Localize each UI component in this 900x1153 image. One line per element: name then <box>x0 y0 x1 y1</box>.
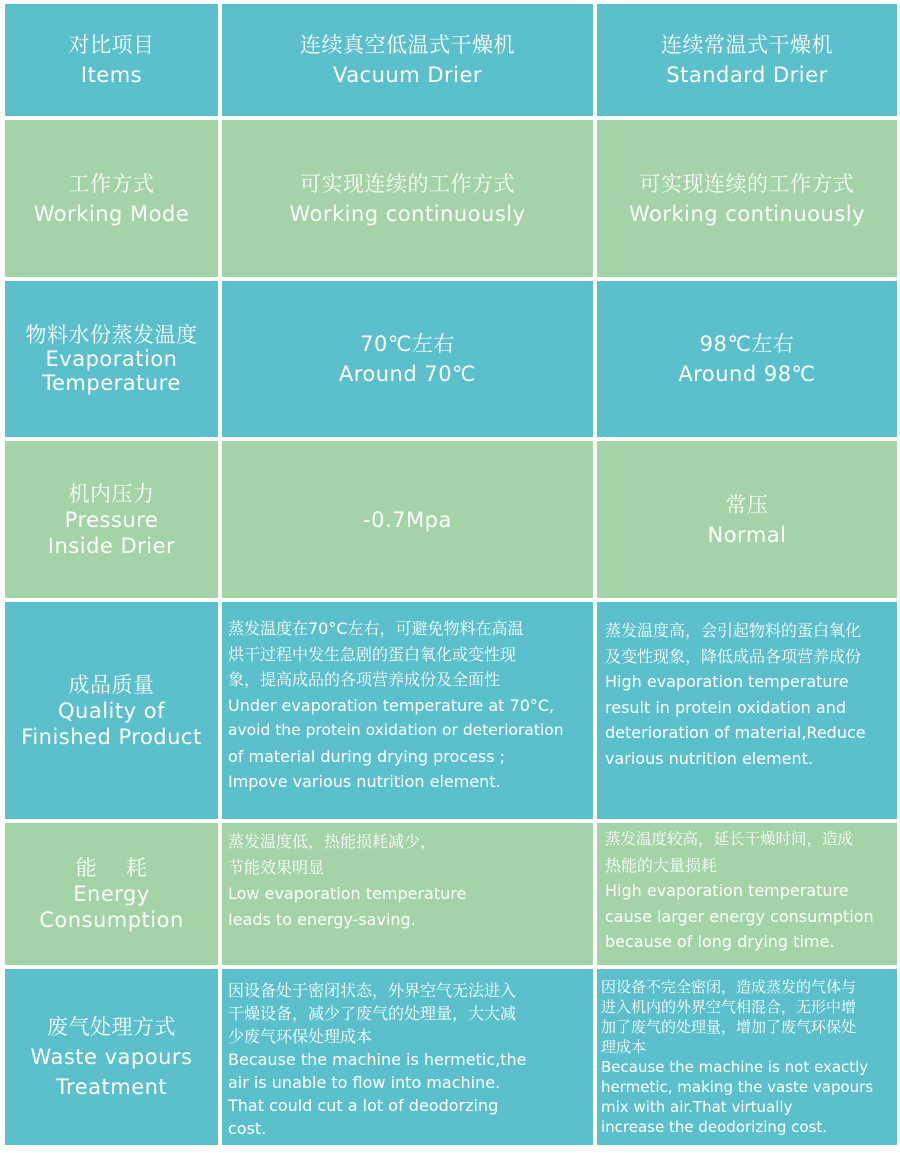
waste-standard-line: 进入机内的外界空气相混合，无形中增 <box>601 998 857 1016</box>
waste-vacuum-line: 因设备处于密闭状态，外界空气无法进入 <box>228 981 517 1000</box>
header-standard-en: Standard Drier <box>666 63 828 87</box>
working-mode-label-cell <box>5 120 218 277</box>
header-standard-cell <box>597 4 897 116</box>
energy-standard-line: because of long drying time. <box>605 932 835 951</box>
waste-label-en-1: Waste vapours <box>30 1045 193 1069</box>
working-mode-standard-cell <box>597 120 897 277</box>
evaporation-label-cell <box>5 281 218 437</box>
energy-vacuum-line: Ieads to energy-saving. <box>228 910 416 929</box>
energy-vacuum-line: 节能效果明显 <box>228 858 325 877</box>
working-mode-vacuum-en: Working continuously <box>289 201 526 226</box>
quality-vacuum-cell <box>222 602 593 819</box>
energy-label-en-2: Consumption <box>39 908 184 932</box>
quality-label-en-2: Finished Product <box>21 724 202 749</box>
energy-label-zh: 能 耗 <box>75 856 148 880</box>
quality-standard-line: deterioration of material,Reduce <box>605 723 866 742</box>
quality-vacuum-line: 烘干过程中发生急剧的蛋白氧化或变性现 <box>228 644 517 664</box>
header-items-zh: 对比项目 <box>68 33 155 57</box>
header-vacuum-cell <box>222 4 593 116</box>
working-mode-vacuum-zh: 可实现连续的工作方式 <box>300 171 515 196</box>
waste-label-en-2: Treatment <box>55 1075 168 1099</box>
energy-vacuum-line: Low evaporation temperature <box>228 884 467 903</box>
quality-standard-line: various nutrition element. <box>605 748 814 768</box>
waste-standard-line: hermetic, making the vaste vapours <box>601 1078 874 1096</box>
waste-vacuum-line: cost. <box>228 1119 267 1138</box>
energy-standard-line: High evaporation temperature <box>605 881 849 900</box>
quality-standard-line: result in protein oxidation and <box>605 697 846 717</box>
pressure-vacuum-cell <box>222 441 593 598</box>
energy-vacuum-cell <box>222 823 593 965</box>
quality-vacuum-line: 蒸发温度在70°C左右，可避免物料在高温 <box>228 619 524 638</box>
waste-label-zh: 废气处理方式 <box>47 1015 176 1039</box>
evaporation-standard-zh: 98℃左右 <box>699 332 795 356</box>
quality-label-zh: 成品质量 <box>68 672 155 697</box>
header-vacuum-zh: 连续真空低温式干燥机 <box>300 33 515 57</box>
pressure-standard-zh: 常压 <box>725 492 769 517</box>
evaporation-vacuum-cell <box>222 281 593 437</box>
quality-label-cell <box>5 602 218 819</box>
pressure-label-zh: 机内压力 <box>68 481 155 506</box>
evaporation-label-en-1: Evaporation <box>45 347 178 371</box>
pressure-label-cell <box>5 441 218 598</box>
pressure-standard-cell <box>597 441 897 598</box>
working-mode-standard-zh: 可实现连续的工作方式 <box>639 171 855 196</box>
waste-standard-line: 加了废气的处理量，增加了废气环保处 <box>601 1018 857 1036</box>
pressure-label-en-2: Inside Drier <box>47 533 176 558</box>
pressure-standard-en: Normal <box>707 522 787 547</box>
energy-label-cell <box>5 823 218 965</box>
evaporation-standard-en: Around 98℃ <box>678 362 816 386</box>
working-mode-label-en: Working Mode <box>33 201 190 226</box>
quality-label-en-1: Quality of <box>58 698 165 723</box>
quality-vacuum-line: Impove various nutrition element. <box>228 772 501 791</box>
evaporation-vacuum-zh: 70℃左右 <box>360 332 455 356</box>
quality-standard-line: 蒸发温度高，会引起物料的蛋白氧化 <box>605 621 862 640</box>
waste-standard-line: 理成本 <box>601 1038 647 1056</box>
working-mode-standard-en: Working continuously <box>628 201 866 226</box>
quality-standard-line: High evaporation temperature <box>605 672 849 691</box>
quality-standard-cell <box>597 602 897 819</box>
waste-vacuum-line: Because the machine is hermetic,the <box>228 1050 527 1069</box>
pressure-vacuum-value: -0.7Mpa <box>363 507 452 532</box>
working-mode-vacuum-cell <box>222 120 593 277</box>
evaporation-label-zh: 物料水份蒸发温度 <box>25 323 198 347</box>
waste-standard-line: Because the machine is not exactly <box>601 1058 869 1076</box>
energy-standard-line: 蒸发温度较高，延长干燥时间，造成 <box>605 830 854 848</box>
energy-standard-cell <box>597 823 897 965</box>
evaporation-standard-cell <box>597 281 897 437</box>
header-standard-zh: 连续常温式干燥机 <box>661 33 833 57</box>
pressure-label-en-1: Pressure <box>64 507 159 532</box>
energy-standard-line: cause larger energy consumption <box>605 906 874 926</box>
energy-label-en-1: Energy <box>73 882 150 906</box>
quality-standard-line: 及变性现象，降低成品各项营养成份 <box>605 646 862 666</box>
quality-vacuum-line: avoid the protein oxidation or deterioration <box>228 721 564 739</box>
quality-vacuum-line: 象，提高成品的各项营养成份及全面性 <box>228 670 501 689</box>
waste-standard-line: increase the deodorizing cost. <box>601 1118 828 1136</box>
evaporation-vacuum-en: Around 70℃ <box>338 362 477 386</box>
header-vacuum-en: Vacuum Drier <box>332 63 483 87</box>
quality-vacuum-line: of material during drying process ; <box>228 746 506 766</box>
waste-vacuum-cell <box>222 969 593 1145</box>
header-items-cell <box>5 4 218 116</box>
waste-standard-line: 因设备不完全密闭，造成蒸发的气体与 <box>601 978 857 996</box>
evaporation-label-en-2: Temperature <box>42 371 181 395</box>
quality-vacuum-line: Under evaporation temperature at 70°C, <box>228 695 555 715</box>
waste-label-cell <box>5 969 218 1145</box>
waste-vacuum-line: That could cut a lot of deodorzing <box>228 1096 499 1115</box>
waste-vacuum-line: air is unable to flow into machine. <box>228 1073 501 1092</box>
waste-standard-line: mix with air.That virtually <box>601 1098 793 1116</box>
waste-standard-cell <box>597 969 897 1145</box>
energy-standard-line: 热能的大量损耗 <box>605 855 718 875</box>
working-mode-label-zh: 工作方式 <box>68 171 155 196</box>
energy-vacuum-line: 蒸发温度低，热能损耗减少， <box>228 832 437 851</box>
header-items-en: Items <box>80 63 143 87</box>
waste-vacuum-line: 干燥设备，减少了废气的处理量，大大减 <box>228 1004 517 1023</box>
waste-vacuum-line: 少废气环保处理成本 <box>228 1027 373 1046</box>
